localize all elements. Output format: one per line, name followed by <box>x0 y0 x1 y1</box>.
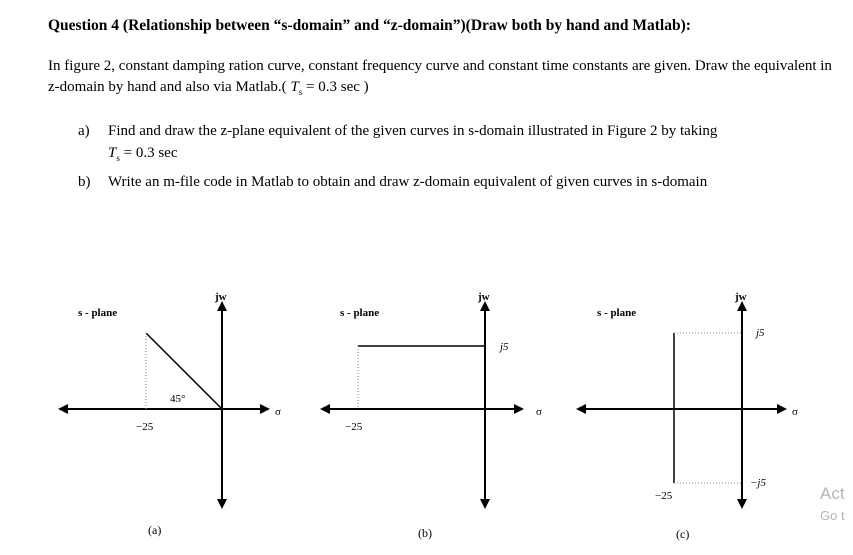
figure-c <box>578 291 798 541</box>
item-a-ts-value: = 0.3 sec <box>119 145 178 161</box>
figure-b <box>322 291 542 540</box>
fig-c-caption: (c) <box>676 527 690 541</box>
fig-b-neg-sigma-label: −25 <box>345 421 363 433</box>
ts-value: = 0.3 sec ) <box>302 79 369 95</box>
fig-b-plane-label: s - plane <box>340 307 380 319</box>
fig-a-sigma-label: σ <box>275 406 281 418</box>
watermark-line-2: Go t <box>820 508 845 523</box>
question-title: Question 4 (Relationship between “s-domain” and “z-domain”)(Draw both by hand and Matlab): <box>48 17 691 34</box>
fig-c-neg-freq-label: −j5 <box>750 477 766 489</box>
fig-a-angle-label: 45° <box>170 393 186 405</box>
windows-activation-watermark <box>820 484 845 523</box>
fig-b-freq-label: j5 <box>500 341 509 353</box>
fig-a-caption: (a) <box>148 523 162 537</box>
item-a-text: Find and draw the z-plane equivalent of the given curves in s-domain illustrated in Figure 2 by taking <box>108 123 718 139</box>
fig-a-neg-sigma-label: −25 <box>136 421 154 433</box>
item-a-ts-symbol: T <box>108 145 117 161</box>
fig-b-sigma-label: σ <box>536 406 542 418</box>
item-b-text: Write an m-file code in Matlab to obtain and draw z-domain equivalent of given curves in s-domain <box>108 174 708 190</box>
fig-b-jw-label: jw <box>478 291 490 303</box>
item-a-label: a) <box>78 123 90 139</box>
fig-c-sigma-label: σ <box>792 406 798 418</box>
fig-b-caption: (b) <box>418 526 432 540</box>
fig-c-plane-label: s - plane <box>597 307 637 319</box>
fig-c-neg-sigma-label: −25 <box>655 490 673 502</box>
item-a-ts-subscript: s <box>116 153 120 163</box>
item-b-label: b) <box>78 174 91 190</box>
ts-subscript: s <box>298 87 303 97</box>
fig-c-pos-freq-label: j5 <box>756 327 765 339</box>
fig-a-jw-label: jw <box>215 291 227 303</box>
fig-a-plane-label: s - plane <box>78 307 118 319</box>
ts-symbol: T <box>290 79 299 95</box>
watermark-line-1: Act <box>820 484 845 503</box>
intro-text: In figure 2, constant damping ration curve, constant frequency curve and constant time constants are given. Draw the equivalent in z-domain by hand and also via Matlab.( <box>48 58 832 95</box>
fig-c-jw-label: jw <box>735 291 747 303</box>
figure-a <box>60 291 281 537</box>
